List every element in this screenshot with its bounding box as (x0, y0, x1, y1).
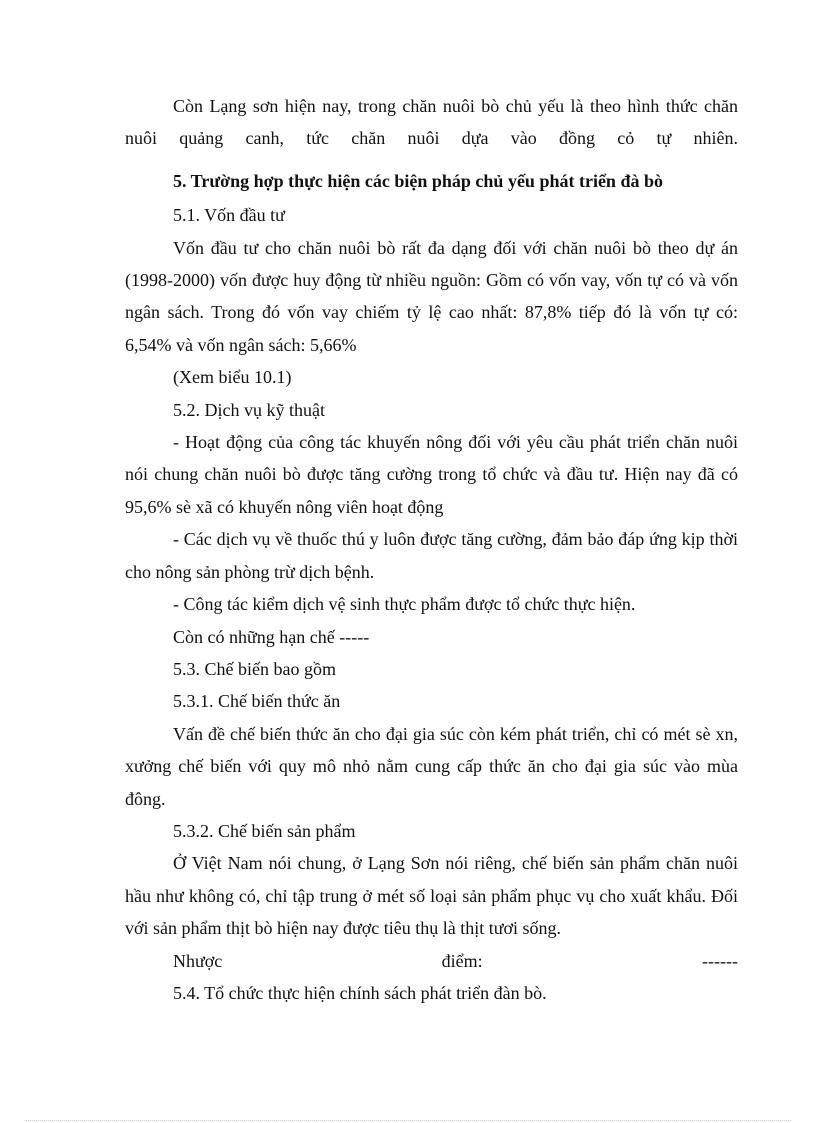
paragraph-extension: - Hoạt động của công tác khuyến nông đối với yêu cầu phát triển chăn nuôi nói chung chăn nuôi bò được tăng cường trong tổ chức và đầu tư. Hiện nay đã có 95,6% sè xã có khuyến nông viên hoạt động (125, 432, 738, 517)
weakness-dashes: ------ (702, 950, 738, 971)
section-heading-5: 5. Trường hợp thực hiện các biện pháp chủ yếu phát triển đà bò (173, 170, 663, 191)
subheading-5-1: 5.1. Vốn đầu tư (173, 205, 285, 226)
paragraph-quarantine: - Công tác kiểm dịch vệ sinh thực phẩm được tổ chức thực hiện. (173, 594, 636, 615)
paragraph-see-table: (Xem biểu 10.1) (173, 367, 292, 388)
paragraph-intro: Còn Lạng sơn hiện nay, trong chăn nuôi bò chủ yếu là theo hình thức chăn nuôi quảng canh, tức chăn nuôi dựa vào đồng cỏ tự nhiên. (125, 96, 738, 149)
weakness-label: Nhược (173, 950, 223, 971)
subheading-5-4: 5.4. Tổ chức thực hiện chính sách phát triển đàn bò. (173, 982, 547, 1003)
subheading-5-3-2: 5.3.2. Chế biến sản phẩm (173, 820, 356, 841)
page-bottom-dotted-rule (25, 1120, 791, 1121)
paragraph-product-processing: Ở Việt Nam nói chung, ở Lạng Sơn nói riêng, chế biến sản phẩm chăn nuôi hầu như không có, chỉ tập trung ở mét số loại sản phẩm phục vụ cho xuất khẩu. Đối với sản phẩm thịt bò hiện nay được tiêu thụ là thịt tươi sống. (125, 853, 738, 939)
weakness-colon-label: điểm: (441, 950, 483, 971)
paragraph-limitations: Còn có những hạn chế ----- (173, 626, 370, 647)
document-body (125, 90, 738, 1009)
paragraph-investment: Vốn đầu tư cho chăn nuôi bò rất đa dạng đối với chăn nuôi bò theo dự án (1998-2000) vốn được huy động từ nhiều nguồn: Gồm có vốn vay, vốn tự có và vốn ngân sách. Trong đó vốn vay chiếm tỷ lệ cao nhất: 87,8% tiếp đó là vốn tự có: 6,54% và vốn ngân sách: 5,66% (125, 237, 738, 355)
weakness-row (125, 945, 738, 977)
paragraph-feed-processing: Vấn đề chế biến thức ăn cho đại gia súc còn kém phát triển, chỉ có mét sè xn, xưởng chế biến với quy mô nhỏ nằm cung cấp thức ăn cho đại gia súc vào mùa đông. (125, 723, 738, 809)
subheading-5-3-1: 5.3.1. Chế biến thức ăn (173, 691, 341, 712)
paragraph-veterinary: - Các dịch vụ về thuốc thú y luôn được tăng cường, đảm bảo đáp ứng kịp thời cho nông sản phòng trừ dịch bệnh. (125, 529, 738, 582)
subheading-5-2: 5.2. Dịch vụ kỹ thuật (173, 399, 325, 420)
subheading-5-3: 5.3. Chế biến bao gồm (173, 658, 336, 679)
